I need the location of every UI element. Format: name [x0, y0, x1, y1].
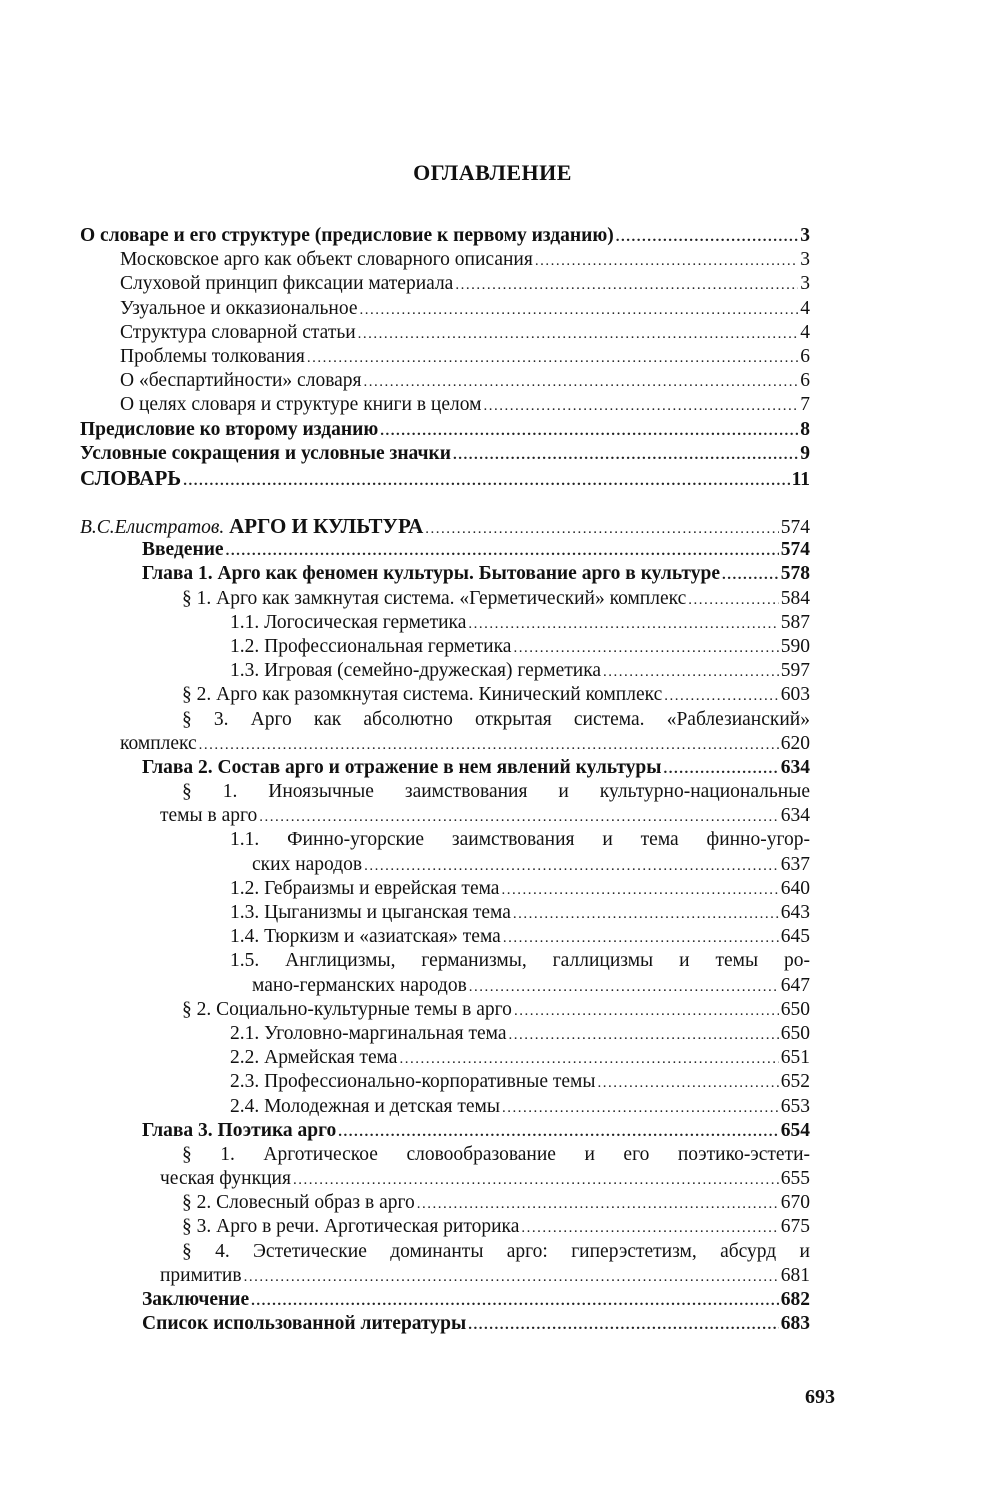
toc-entry: примитив ..... 681 — [80, 1264, 810, 1288]
toc-entry: ческая функция ..... 655 — [80, 1167, 810, 1191]
toc-entry: § 2. Арго как разомкнутая система. Кинический комплекс ..... 603 — [80, 683, 810, 707]
toc-entry: Условные сокращения и условные значки ..... 9 — [80, 442, 810, 466]
toc-entry: Заключение ..... 682 — [80, 1288, 810, 1312]
toc-entry: § 2. Социально-культурные темы в арго ..... 650 — [80, 998, 810, 1022]
toc-entry: § 4. Эстетические доминанты арго: гиперэстетизм, абсурд и — [182, 1240, 810, 1262]
toc-entry: 1.4. Тюркизм и «азиатская» тема ..... 645 — [80, 925, 810, 949]
toc-entry: 2.2. Армейская тема ..... 651 — [80, 1046, 810, 1070]
toc-entry: 2.4. Молодежная и детская темы ..... 653 — [80, 1095, 810, 1119]
page-number: 693 — [805, 1386, 835, 1408]
part-title: АРГО И КУЛЬТУРА — [229, 514, 424, 538]
toc-entry: Введение ..... 574 — [80, 538, 810, 562]
toc-part-1 — [80, 224, 810, 490]
toc-part-2 — [80, 514, 810, 1336]
toc-entry: ских народов ..... 637 — [80, 853, 810, 877]
toc-entry: 1.3. Игровая (семейно-дружеская) герметика ..... 597 — [80, 659, 810, 683]
toc-entry: 1.5. Англицизмы, германизмы, галлицизмы и темы ро- — [230, 950, 810, 972]
toc-entry: Глава 2. Состав арго и отражение в нем явлений культуры ..... 634 — [80, 756, 810, 780]
toc-entry: темы в арго ..... 634 — [80, 804, 810, 828]
toc-entry: Глава 1. Арго как феномен культуры. Бытование арго в культуре ..... 578 — [80, 562, 810, 586]
toc-entry: Проблемы толкования ..... 6 — [80, 345, 810, 369]
toc-entry: 1.2. Профессиональная герметика ..... 590 — [80, 635, 810, 659]
toc-entry: 1.1. Финно-угорские заимствования и тема финно-угор- — [230, 829, 810, 851]
toc-entry: О словаре и его структуре (предисловие к первому изданию) ..... 3 — [80, 224, 810, 248]
toc-entry: § 1. Арго как замкнутая система. «Герметический» комплекс ..... 584 — [80, 587, 810, 611]
toc-entry: Московское арго как объект словарного описания ..... 3 — [80, 248, 810, 272]
toc-entry: комплекс ..... 620 — [80, 732, 810, 756]
toc-entry-author: В.С.Елистратов. АРГО И КУЛЬТУРА ..... 574 — [80, 514, 810, 538]
toc-entry: Структура словарной статьи ..... 4 — [80, 321, 810, 345]
toc-entry: мано-германских народов ..... 647 — [80, 974, 810, 998]
toc-entry: Список использованной литературы ..... 683 — [80, 1312, 810, 1336]
toc-entry: § 2. Словесный образ в арго ..... 670 — [80, 1191, 810, 1215]
toc-entry: О целях словаря и структуре книги в целом ..... 7 — [80, 393, 810, 417]
toc-entry: 2.1. Уголовно-маргинальная тема ..... 650 — [80, 1022, 810, 1046]
toc-entry: 2.3. Профессионально-корпоративные темы ..... 652 — [80, 1070, 810, 1094]
toc-entry: О «беспартийности» словаря ..... 6 — [80, 369, 810, 393]
author-name: В.С.Елистратов. — [80, 517, 225, 538]
toc-entry: 1.2. Гебраизмы и еврейская тема ..... 640 — [80, 877, 810, 901]
toc-entry: 1.1. Логосическая герметика ..... 587 — [80, 611, 810, 635]
toc-entry: § 3. Арго как абсолютно открытая система. «Раблезианский» — [182, 708, 810, 730]
page-title: ОГЛАВЛЕНИЕ — [413, 160, 572, 185]
toc-entry: § 3. Арго в речи. Арготическая риторика ..... 675 — [80, 1215, 810, 1239]
toc-entry: СЛОВАРЬ ..... 11 — [80, 466, 810, 490]
toc-entry: 1.3. Цыганизмы и цыганская тема ..... 643 — [80, 901, 810, 925]
toc-entry: § 1. Арготическое словообразование и его поэтико-эстети- — [182, 1143, 810, 1165]
toc-entry: Слуховой принцип фиксации материала ..... 3 — [80, 272, 810, 296]
toc-entry: § 1. Иноязычные заимствования и культурно-национальные — [182, 781, 810, 803]
toc-entry: Предисловие ко второму изданию ..... 8 — [80, 418, 810, 442]
toc-entry: Глава 3. Поэтика арго ..... 654 — [80, 1119, 810, 1143]
toc-entry: Узуальное и окказиональное ..... 4 — [80, 297, 810, 321]
